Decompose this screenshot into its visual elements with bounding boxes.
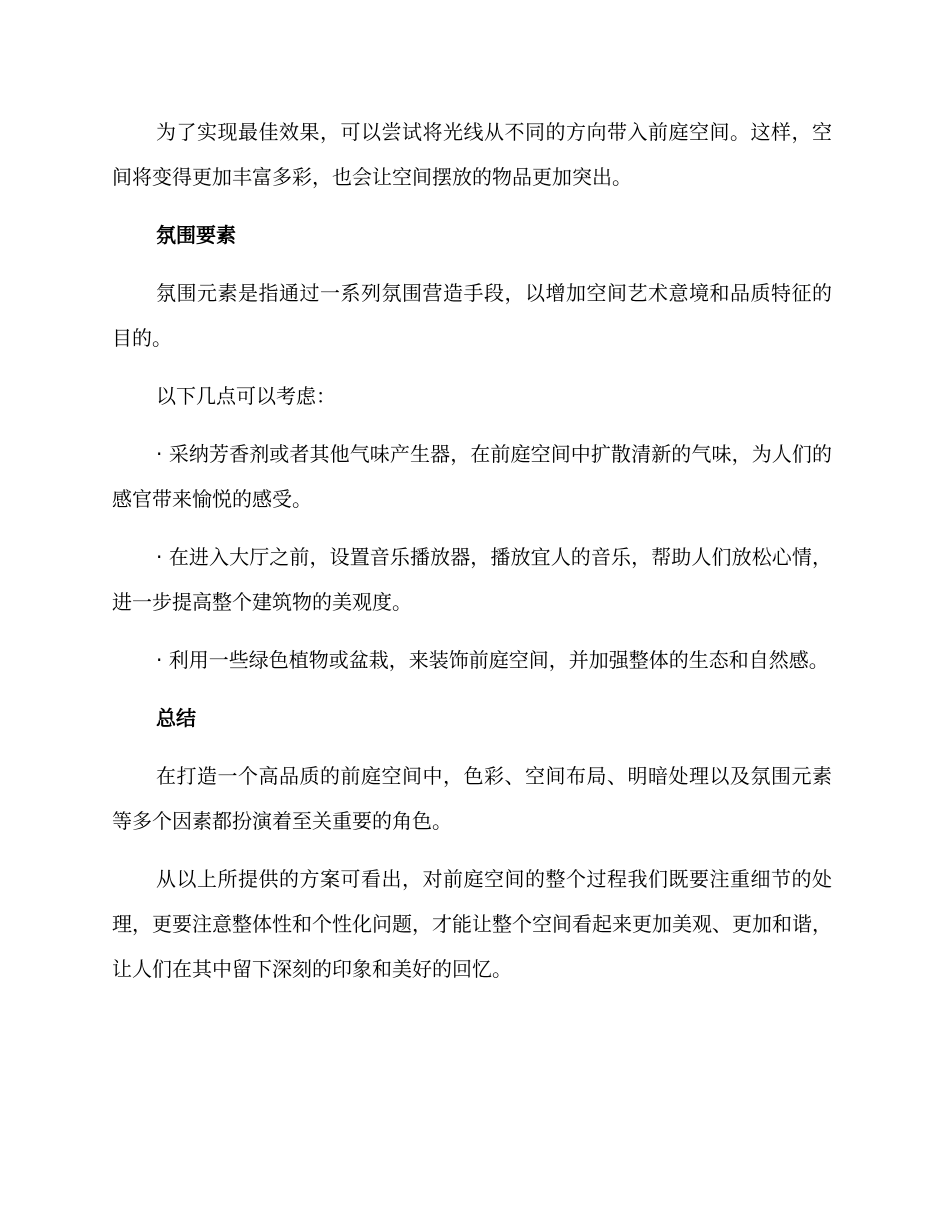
paragraph-summary-factors: 在打造一个高品质的前庭空间中，色彩、空间布局、明暗处理以及氛围元素等多个因素都扮演着至关重要的角色。 [112, 764, 832, 833]
paragraph-summary-conclusion: 从以上所提供的方案可看出，对前庭空间的整个过程我们既要注重细节的处理，更要注意整体性和个性化问题，才能让整个空间看起来更加美观、更加和谐，让人们在其中留下深刻的印象和美好的回忆。 [112, 867, 832, 981]
bullet-item-fragrance: · 采纳芳香剂或者其他气味产生器，在前庭空间中扩散清新的气味，为人们的感官带来愉悦的感受。 [112, 442, 832, 511]
bullet-item-music: · 在进入大厅之前，设置音乐播放器，播放宜人的音乐，帮助人们放松心情，进一步提高整个建筑物的美观度。 [112, 545, 832, 614]
document-body [112, 110, 832, 1005]
section-heading-summary: 总结 [156, 706, 196, 730]
bullet-item-plants: · 利用一些绿色植物或盆栽，来装饰前庭空间，并加强整体的生态和自然感。 [156, 648, 829, 672]
paragraph-considerations-intro: 以下几点可以考虑： [156, 384, 336, 408]
paragraph-light-direction: 为了实现最佳效果，可以尝试将光线从不同的方向带入前庭空间。这样，空间将变得更加丰富多彩，也会让空间摆放的物品更加突出。 [112, 120, 832, 189]
paragraph-atmosphere-definition: 氛围元素是指通过一系列氛围营造手段，以增加空间艺术意境和品质特征的目的。 [112, 281, 832, 350]
section-heading-atmosphere: 氛围要素 [156, 223, 236, 247]
